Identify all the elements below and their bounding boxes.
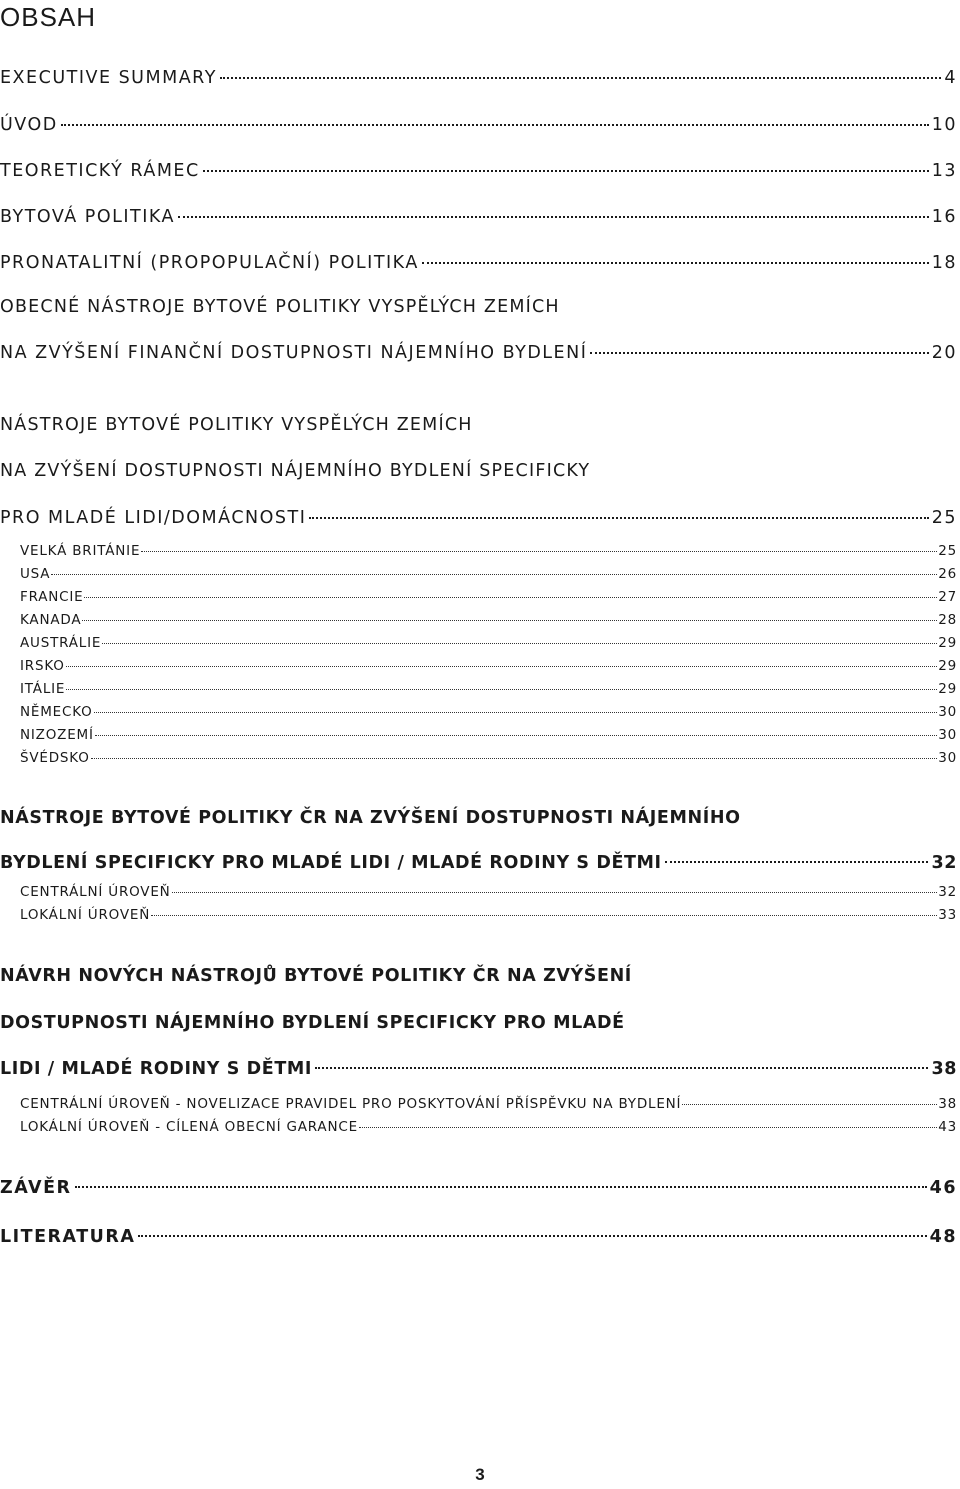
dot-leader — [203, 170, 929, 172]
toc-entry-zaver[interactable] — [0, 1178, 957, 1198]
toc-entry-page: 25 — [931, 508, 957, 528]
toc-subentry-label: NIZOZEMÍ — [20, 727, 94, 743]
toc-subentry[interactable] — [20, 1119, 957, 1135]
toc-subentry[interactable] — [20, 612, 957, 628]
toc-entry-obecne-nastroje[interactable] — [0, 343, 957, 363]
toc-subentry-page: 27 — [938, 589, 957, 605]
toc-subentry[interactable] — [20, 750, 957, 766]
dot-leader — [151, 915, 937, 916]
dot-leader — [682, 1104, 937, 1105]
dot-leader — [51, 574, 937, 575]
toc-entry-page: 32 — [931, 853, 957, 873]
toc-subentry[interactable] — [20, 566, 957, 582]
toc-entry-page: 38 — [931, 1059, 957, 1079]
toc-entry-uvod[interactable] — [0, 115, 957, 135]
toc-subentry-page: 32 — [938, 884, 957, 900]
toc-subentry-page: 29 — [938, 635, 957, 651]
toc-subentry-page: 26 — [938, 566, 957, 582]
toc-entry-pronatalitni[interactable] — [0, 253, 957, 273]
toc-subentry[interactable] — [20, 658, 957, 674]
toc-subentry[interactable] — [20, 635, 957, 651]
toc-subentry[interactable] — [20, 704, 957, 720]
toc-subentry[interactable] — [20, 589, 957, 605]
toc-entry-line: OBECNÉ NÁSTROJE BYTOVÉ POLITIKY VYSPĚLÝCH ZEMÍCH — [0, 297, 560, 317]
dot-leader — [172, 892, 938, 893]
toc-entry-label: BYTOVÁ POLITIKA — [0, 207, 176, 227]
toc-entry-page: 4 — [944, 68, 957, 88]
toc-entry-label: LITERATURA — [0, 1227, 136, 1247]
dot-leader — [422, 262, 929, 264]
toc-subentry-page: 25 — [938, 543, 957, 559]
toc-entry-nastroje-cr[interactable] — [0, 853, 957, 873]
toc-subentry[interactable] — [20, 681, 957, 697]
dot-leader — [102, 643, 937, 644]
toc-entry-executive-summary[interactable] — [0, 68, 957, 88]
toc-subentry[interactable] — [20, 1096, 957, 1112]
toc-subentry[interactable] — [20, 907, 957, 923]
dot-leader — [95, 735, 937, 736]
toc-entry-page: 18 — [931, 253, 957, 273]
dot-leader — [315, 1067, 928, 1069]
dot-leader — [82, 620, 937, 621]
toc-entry-teoreticky-ramec[interactable] — [0, 161, 957, 181]
toc-entry-label: NA ZVÝŠENÍ FINANČNÍ DOSTUPNOSTI NÁJEMNÍHO BYDLENÍ — [0, 343, 588, 363]
toc-entry-page: 46 — [929, 1178, 957, 1198]
toc-entry-page: 48 — [929, 1227, 957, 1247]
toc-entry-line: NÁVRH NOVÝCH NÁSTROJŮ BYTOVÉ POLITIKY ČR NA ZVÝŠENÍ — [0, 966, 632, 986]
toc-entry-literatura[interactable] — [0, 1227, 957, 1247]
toc-subentry-label: KANADA — [20, 612, 82, 628]
toc-subentry-page: 28 — [938, 612, 957, 628]
toc-entry-page: 16 — [931, 207, 957, 227]
dot-leader — [66, 666, 938, 667]
toc-entry-label: ÚVOD — [0, 115, 58, 135]
toc-entry-line: NÁSTROJE BYTOVÉ POLITIKY VYSPĚLÝCH ZEMÍCH — [0, 415, 473, 435]
toc-subentry-page: 30 — [938, 727, 957, 743]
toc-subentry-label: IRSKO — [20, 658, 65, 674]
toc-subentry-label: USA — [20, 566, 51, 582]
toc-subentry-label: CENTRÁLNÍ ÚROVEŇ - NOVELIZACE PRAVIDEL PRO POSKYTOVÁNÍ PŘÍSPĚVKU NA BYDLENÍ — [20, 1096, 682, 1112]
toc-subentry-label: AUSTRÁLIE — [20, 635, 102, 651]
toc-subentry-label: FRANCIE — [20, 589, 84, 605]
toc-entry-label: LIDI / MLADÉ RODINY S DĚTMI — [0, 1059, 312, 1079]
dot-leader — [138, 1235, 926, 1237]
dot-leader — [66, 689, 937, 690]
toc-entry-line: NÁSTROJE BYTOVÉ POLITIKY ČR NA ZVÝŠENÍ DOSTUPNOSTI NÁJEMNÍHO — [0, 808, 741, 828]
toc-subentry-label: ŠVÉDSKO — [20, 750, 90, 766]
toc-subentry-label: CENTRÁLNÍ ÚROVEŇ — [20, 884, 171, 900]
toc-subentry[interactable] — [20, 884, 957, 900]
toc-entry-line: NA ZVÝŠENÍ DOSTUPNOSTI NÁJEMNÍHO BYDLENÍ SPECIFICKY — [0, 461, 591, 481]
page-number: 3 — [475, 1465, 485, 1484]
toc-entry-label: PRO MLADÉ LIDI/DOMÁCNOSTI — [0, 508, 307, 528]
dot-leader — [91, 758, 938, 759]
dot-leader — [75, 1186, 927, 1188]
page-title: OBSAH — [0, 2, 97, 32]
dot-leader — [141, 551, 937, 552]
toc-entry-page: 13 — [931, 161, 957, 181]
toc-subentry-label: LOKÁLNÍ ÚROVEŇ - CÍLENÁ OBECNÍ GARANCE — [20, 1119, 358, 1135]
dot-leader — [665, 861, 929, 863]
toc-subentry-page: 38 — [938, 1096, 957, 1112]
toc-subentry-page: 33 — [938, 907, 957, 923]
toc-subentry-page: 30 — [938, 750, 957, 766]
toc-subentry-page: 29 — [938, 658, 957, 674]
toc-subentry-label: NĚMECKO — [20, 704, 93, 720]
toc-subentry[interactable] — [20, 727, 957, 743]
dot-leader — [359, 1127, 937, 1128]
toc-subentry-page: 43 — [938, 1119, 957, 1135]
toc-entry-label: BYDLENÍ SPECIFICKY PRO MLADÉ LIDI / MLADÉ RODINY S DĚTMI — [0, 853, 662, 873]
dot-leader — [220, 77, 941, 79]
toc-subentry-label: VELKÁ BRITÁNIE — [20, 543, 141, 559]
dot-leader — [94, 712, 938, 713]
toc-entry-label: EXECUTIVE SUMMARY — [0, 68, 217, 88]
dot-leader — [309, 517, 928, 519]
toc-subentry-label: LOKÁLNÍ ÚROVEŇ — [20, 907, 151, 923]
dot-leader — [178, 216, 929, 218]
toc-subentry-label: ITÁLIE — [20, 681, 66, 697]
toc-entry-navrh[interactable] — [0, 1059, 957, 1079]
dot-leader — [84, 597, 937, 598]
dot-leader — [61, 124, 929, 126]
toc-entry-label: TEORETICKÝ RÁMEC — [0, 161, 200, 181]
dot-leader — [590, 352, 928, 354]
toc-entry-page: 10 — [931, 115, 957, 135]
toc-entry-line: DOSTUPNOSTI NÁJEMNÍHO BYDLENÍ SPECIFICKY PRO MLADÉ — [0, 1013, 625, 1033]
toc-entry-nastroje-vyspelych[interactable] — [0, 508, 957, 528]
toc-entry-bytova-politika[interactable] — [0, 207, 957, 227]
toc-entry-label: PRONATALITNÍ (PROPOPULAČNÍ) POLITIKA — [0, 253, 419, 273]
toc-subentry-page: 30 — [938, 704, 957, 720]
toc-entry-page: 20 — [931, 343, 957, 363]
toc-entry-label: ZÁVĚR — [0, 1178, 72, 1198]
toc-subentry-page: 29 — [938, 681, 957, 697]
toc-subentry[interactable] — [20, 543, 957, 559]
